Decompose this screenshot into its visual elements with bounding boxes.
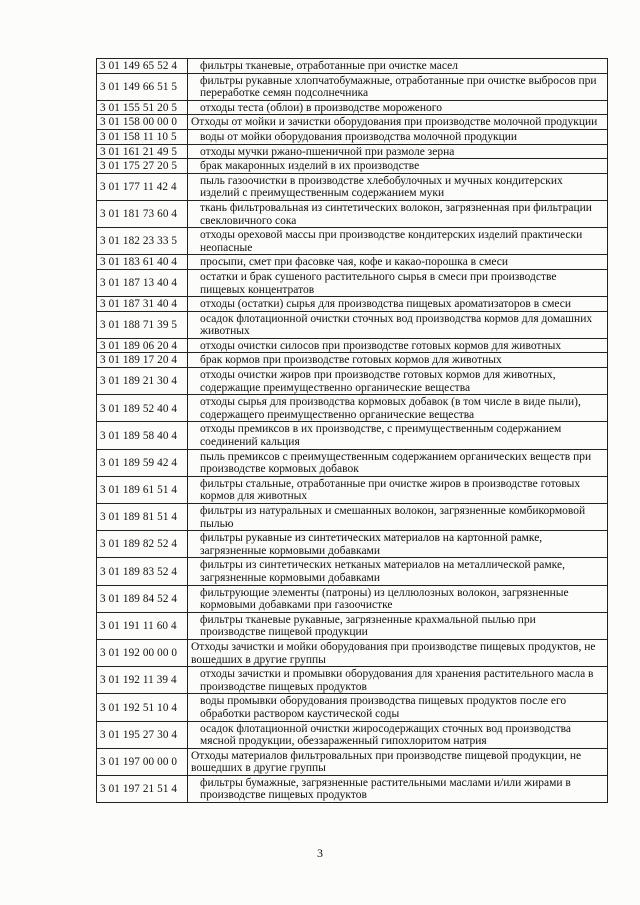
table-row [97, 748, 608, 775]
waste-code-cell: 3 01 187 13 40 4 [97, 269, 188, 296]
table-row [97, 311, 608, 338]
waste-name-cell: фильтры тканевые, отработанные при очистке масел [188, 59, 608, 74]
waste-code-cell: 3 01 191 11 60 4 [97, 612, 188, 639]
table-row [97, 368, 608, 395]
waste-name-cell: пыль премиксов с преимущественным содержанием органических веществ при производстве кормовых добавок [188, 449, 608, 476]
waste-group-name-cell: Отходы материалов фильтровальных при производстве пищевой продукции, не вошедших в другие группы [188, 748, 608, 775]
table-row [97, 173, 608, 200]
waste-name-cell: осадок флотационной очистки жиросодержащих сточных вод производства мясной продукции, обеззараженный гипохлоритом натрия [188, 721, 608, 748]
waste-name-cell: воды от мойки оборудования производства молочной продукции [188, 129, 608, 144]
table-row [97, 422, 608, 449]
table-row [97, 100, 608, 115]
waste-code-cell: 3 01 195 27 30 4 [97, 721, 188, 748]
table-row [97, 639, 608, 666]
waste-name-cell: пыль газоочистки в производстве хлебобулочных и мучных кондитерских изделий с преимущественным содержанием муки [188, 173, 608, 200]
table-body [97, 59, 608, 803]
waste-code-cell: 3 01 189 21 30 4 [97, 368, 188, 395]
waste-code-cell: 3 01 182 23 33 5 [97, 228, 188, 255]
waste-code-cell: 3 01 158 00 00 0 [97, 115, 188, 130]
waste-name-cell: фильтры тканевые рукавные, загрязненные крахмальной пылью при производстве пищевой продукции [188, 612, 608, 639]
table-row [97, 667, 608, 694]
waste-name-cell: отходы мучки ржано-пшеничной при размоле зерна [188, 144, 608, 159]
waste-name-cell: отходы ореховой массы при производстве кондитерских изделий практически неопасные [188, 228, 608, 255]
table-row [97, 59, 608, 74]
waste-code-cell: 3 01 189 84 52 4 [97, 585, 188, 612]
waste-code-cell: 3 01 183 61 40 4 [97, 255, 188, 270]
table-row [97, 200, 608, 227]
waste-code-cell: 3 01 189 17 20 4 [97, 353, 188, 368]
waste-code-cell: 3 01 192 51 10 4 [97, 694, 188, 721]
waste-name-cell: отходы очистки жиров при производстве готовых кормов для животных, содержащие преимущественно органические вещества [188, 368, 608, 395]
waste-code-cell: 3 01 158 11 10 5 [97, 129, 188, 144]
waste-code-cell: 3 01 189 58 40 4 [97, 422, 188, 449]
waste-code-cell: 3 01 189 61 51 4 [97, 476, 188, 503]
waste-code-cell: 3 01 149 66 51 5 [97, 73, 188, 100]
waste-code-cell: 3 01 197 21 51 4 [97, 775, 188, 802]
waste-code-cell: 3 01 189 83 52 4 [97, 558, 188, 585]
waste-name-cell: отходы (остатки) сырья для производства пищевых ароматизаторов в смеси [188, 297, 608, 312]
waste-code-cell: 3 01 177 11 42 4 [97, 173, 188, 200]
table-row [97, 73, 608, 100]
waste-name-cell: фильтры бумажные, загрязненные растительными маслами и/или жирами в производстве пищевых продуктов [188, 775, 608, 802]
waste-code-cell: 3 01 189 52 40 4 [97, 395, 188, 422]
table-row [97, 531, 608, 558]
table-row [97, 694, 608, 721]
waste-code-cell: 3 01 181 73 60 4 [97, 200, 188, 227]
waste-name-cell: отходы теста (облои) в производстве мороженого [188, 100, 608, 115]
waste-code-cell: 3 01 189 06 20 4 [97, 338, 188, 353]
waste-code-cell: 3 01 189 82 52 4 [97, 531, 188, 558]
table-row [97, 269, 608, 296]
waste-code-cell: 3 01 192 11 39 4 [97, 667, 188, 694]
waste-name-cell: брак кормов при производстве готовых кормов для животных [188, 353, 608, 368]
table-row [97, 129, 608, 144]
waste-code-cell: 3 01 188 71 39 5 [97, 311, 188, 338]
waste-name-cell: брак макаронных изделий в их производстве [188, 159, 608, 174]
table-row [97, 297, 608, 312]
table-row [97, 449, 608, 476]
table-row [97, 721, 608, 748]
table-row [97, 476, 608, 503]
waste-name-cell: ткань фильтровальная из синтетических волокон, загрязненная при фильтрации свекловичного сока [188, 200, 608, 227]
waste-name-cell: отходы очистки силосов при производстве готовых кормов для животных [188, 338, 608, 353]
table-row [97, 395, 608, 422]
waste-name-cell: фильтры из синтетических нетканых материалов на металлической рамке, загрязненные кормовыми добавками [188, 558, 608, 585]
waste-name-cell: фильтры рукавные хлопчатобумажные, отработанные при очистке выбросов при переработке семян подсолнечника [188, 73, 608, 100]
waste-code-cell: 3 01 149 65 52 4 [97, 59, 188, 74]
waste-name-cell: фильтры из натуральных и смешанных волокон, загрязненные комбикормовой пылью [188, 504, 608, 531]
table-row [97, 504, 608, 531]
table-row [97, 338, 608, 353]
waste-name-cell: осадок флотационной очистки сточных вод производства кормов для домашних животных [188, 311, 608, 338]
waste-code-cell: 3 01 192 00 00 0 [97, 639, 188, 666]
waste-name-cell: просыпи, смет при фасовке чая, кофе и какао-порошка в смеси [188, 255, 608, 270]
waste-name-cell: фильтрующие элементы (патроны) из целлюлозных волокон, загрязненные кормовыми добавками при газоочистке [188, 585, 608, 612]
waste-classification-table [96, 58, 608, 803]
table-row [97, 612, 608, 639]
table-row [97, 775, 608, 802]
table-row [97, 144, 608, 159]
waste-code-cell: 3 01 187 31 40 4 [97, 297, 188, 312]
page-number: 3 [317, 846, 323, 860]
table-row [97, 585, 608, 612]
waste-name-cell: отходы зачистки и промывки оборудования для хранения растительного масла в производстве пищевых продуктов [188, 667, 608, 694]
waste-code-cell: 3 01 189 81 51 4 [97, 504, 188, 531]
waste-group-name-cell: Отходы зачистки и мойки оборудования при производстве пищевых продуктов, не вошедших в другие группы [188, 639, 608, 666]
table-row [97, 353, 608, 368]
table-row [97, 558, 608, 585]
waste-code-cell: 3 01 197 00 00 0 [97, 748, 188, 775]
table-row [97, 159, 608, 174]
waste-name-cell: остатки и брак сушеного растительного сырья в смеси при производстве пищевых концентратов [188, 269, 608, 296]
waste-code-cell: 3 01 189 59 42 4 [97, 449, 188, 476]
table-row [97, 255, 608, 270]
waste-group-name-cell: Отходы от мойки и зачистки оборудования при производстве молочной продукции [188, 115, 608, 130]
waste-name-cell: воды промывки оборудования производства пищевых продуктов после его обработки раствором каустической соды [188, 694, 608, 721]
waste-code-cell: 3 01 161 21 49 5 [97, 144, 188, 159]
waste-name-cell: отходы премиксов в их производстве, с преимущественным содержанием соединений кальция [188, 422, 608, 449]
waste-code-cell: 3 01 155 51 20 5 [97, 100, 188, 115]
table-row [97, 115, 608, 130]
waste-name-cell: фильтры рукавные из синтетических материалов на картонной рамке, загрязненные кормовыми добавками [188, 531, 608, 558]
waste-name-cell: отходы сырья для производства кормовых добавок (в том числе в виде пыли), содержащего преимущественно органические вещества [188, 395, 608, 422]
table-row [97, 228, 608, 255]
waste-code-cell: 3 01 175 27 20 5 [97, 159, 188, 174]
waste-name-cell: фильтры стальные, отработанные при очистке жиров в производстве готовых кормов для животных [188, 476, 608, 503]
